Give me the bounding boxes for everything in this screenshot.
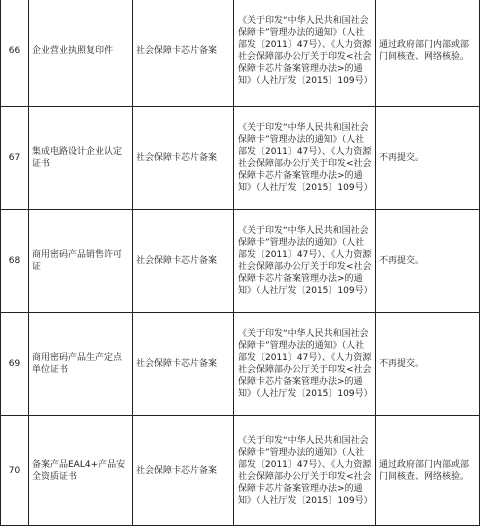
legal-basis: 《关于印发“中华人民共和国社会保障卡”管理办法的通知》（人社部发〔2011〕47号）、《人力资源社会保障部办公厅关于印发<社会保障卡芯片备案管理办法>的通知》（人社厅发〔2015〕109号） [234, 313, 376, 416]
legal-basis: 《关于印发“中华人民共和国社会保障卡”管理办法的通知》（人社部发〔2011〕47号）、《人力资源社会保障部办公厅关于印发<社会保障卡芯片备案管理办法>的通知》（人社厅发〔2015〕109号） [234, 416, 376, 526]
table-row [1, 313, 480, 416]
table-row [1, 107, 480, 210]
row-number: 67 [1, 107, 29, 210]
certificate-name: 集成电路设计企业认定证书 [29, 107, 133, 210]
handling-method: 通过政府部门内部或部门间核查、网络核验。 [376, 416, 480, 526]
row-number: 66 [1, 0, 29, 107]
handling-method: 不再提交。 [376, 210, 480, 313]
row-number: 70 [1, 416, 29, 526]
certificate-name: 企业营业执照复印件 [29, 0, 133, 107]
row-number: 69 [1, 313, 29, 416]
row-number: 68 [1, 210, 29, 313]
legal-basis: 《关于印发“中华人民共和国社会保障卡”管理办法的通知》（人社部发〔2011〕47号）、《人力资源社会保障部办公厅关于印发<社会保障卡芯片备案管理办法>的通知》（人社厅发〔2015〕109号） [234, 0, 376, 107]
handling-method: 通过政府部门内部或部门间核查、网络核验。 [376, 0, 480, 107]
service-item: 社会保障卡芯片备案 [133, 210, 234, 313]
table-row [1, 0, 480, 107]
certificate-name: 商用密码产品销售许可证 [29, 210, 133, 313]
certificate-name: 商用密码产品生产定点单位证书 [29, 313, 133, 416]
service-item: 社会保障卡芯片备案 [133, 0, 234, 107]
service-item: 社会保障卡芯片备案 [133, 313, 234, 416]
handling-method: 不再提交。 [376, 313, 480, 416]
legal-basis: 《关于印发“中华人民共和国社会保障卡”管理办法的通知》（人社部发〔2011〕47号）、《人力资源社会保障部办公厅关于印发<社会保障卡芯片备案管理办法>的通知》（人社厅发〔2015〕109号） [234, 210, 376, 313]
service-item: 社会保障卡芯片备案 [133, 107, 234, 210]
handling-method: 不再提交。 [376, 107, 480, 210]
table-row [1, 416, 480, 526]
legal-basis: 《关于印发“中华人民共和国社会保障卡”管理办法的通知》（人社部发〔2011〕47号）、《人力资源社会保障部办公厅关于印发<社会保障卡芯片备案管理办法>的通知》（人社厅发〔2015〕109号） [234, 107, 376, 210]
service-item: 社会保障卡芯片备案 [133, 416, 234, 526]
certificate-name: 备案产品EAL4+产品安全资质证书 [29, 416, 133, 526]
table-row [1, 210, 480, 313]
